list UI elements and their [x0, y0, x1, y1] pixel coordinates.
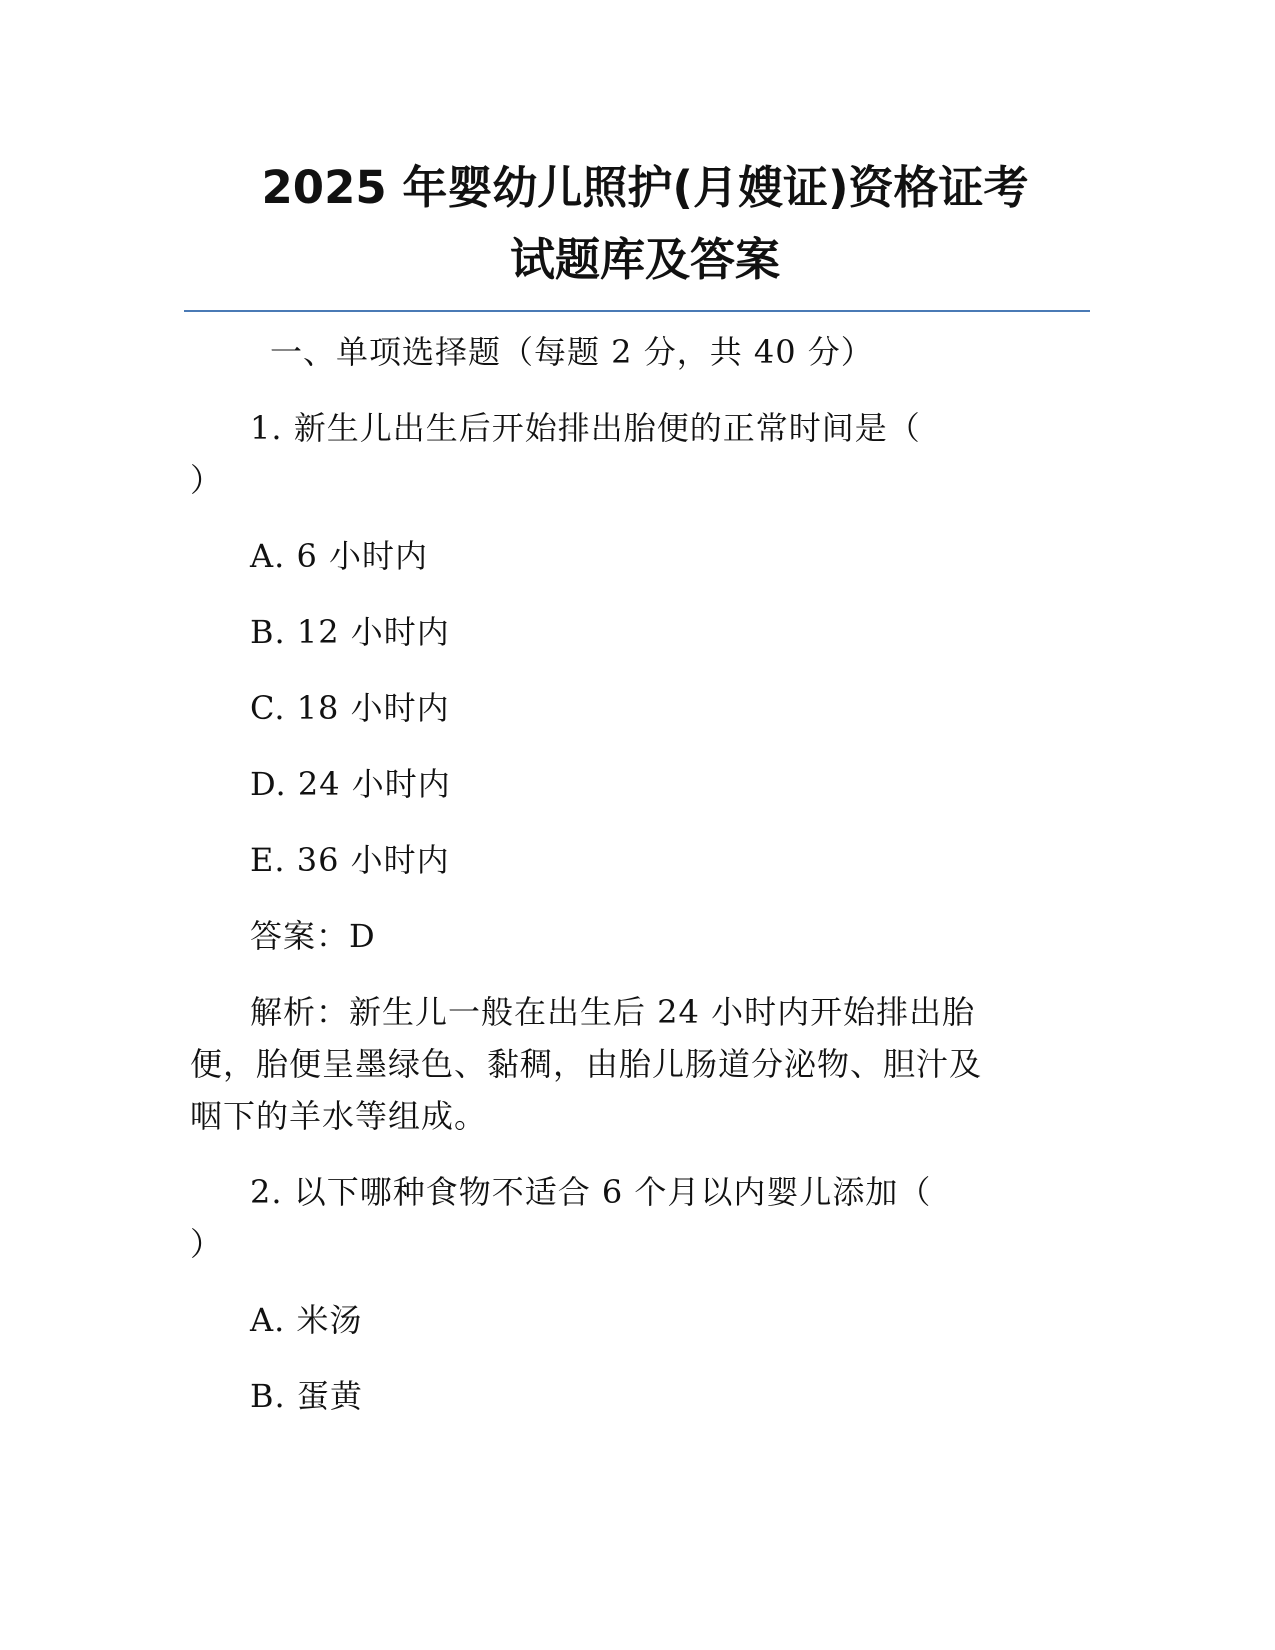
title-divider — [184, 310, 1090, 312]
question-1-option-d: D. 24 小时内 — [250, 765, 451, 803]
question-1-analysis-line-3: 咽下的羊水等组成。 — [190, 1097, 488, 1135]
question-2-stem-line-2: ） — [190, 1225, 224, 1263]
document-title-line-2: 试题库及答案 — [509, 233, 780, 286]
question-1-answer: 答案：D — [250, 917, 376, 955]
question-1-option-a: A. 6 小时内 — [250, 537, 428, 575]
question-1-stem-line-2: ） — [190, 461, 224, 499]
question-2-option-a: A. 米汤 — [250, 1301, 363, 1339]
question-1-option-e: E. 36 小时内 — [250, 841, 450, 879]
section-heading: 一、单项选择题（每题 2 分，共 40 分） — [270, 333, 874, 371]
question-1-stem-line-1: 1. 新生儿出生后开始排出胎便的正常时间是（ — [250, 409, 921, 447]
question-2-option-b: B. 蛋黄 — [250, 1377, 363, 1415]
question-1-option-b: B. 12 小时内 — [250, 613, 450, 651]
question-1-analysis-line-1: 解析：新生儿一般在出生后 24 小时内开始排出胎 — [250, 993, 976, 1031]
question-1-analysis-line-2: 便，胎便呈墨绿色、黏稠，由胎儿肠道分泌物、胆汁及 — [190, 1045, 983, 1083]
question-1-option-c: C. 18 小时内 — [250, 689, 450, 727]
document-title-line-1: 2025 年婴幼儿照护(月嫂证)资格证考 — [261, 161, 1029, 214]
question-2-stem-line-1: 2. 以下哪种食物不适合 6 个月以内婴儿添加（ — [250, 1173, 932, 1211]
